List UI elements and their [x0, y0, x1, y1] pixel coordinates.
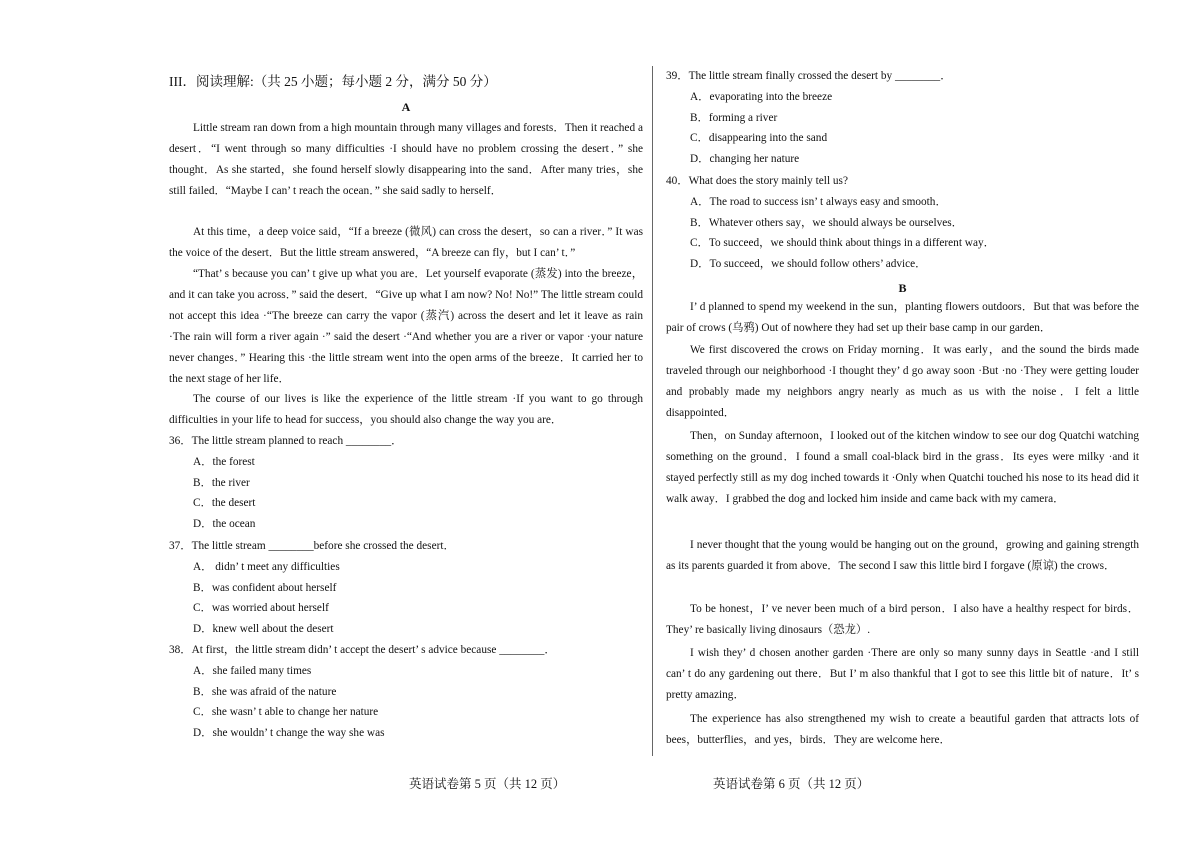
question-39-option-a: A．evaporating into the breeze [690, 90, 833, 103]
passage-b-title: B [898, 281, 907, 295]
question-37-option-d: D．knew well about the desert [193, 623, 334, 636]
question-36 [169, 431, 643, 535]
passage-b-paragraph-2: We first discovered the crows on Friday morning．It was early，and the sound the birds made traveled through our neighborhood ·I thought they’ d go away soon ·But ·no ·They were getting louder and probably made my neighbors angry nearly as much as us with the noise．I felt a little disappointed． [666, 344, 1139, 419]
question-38-stem: 38．At first，the little stream didn’ t accept the desert’ s advice because ________． [169, 644, 556, 656]
passage-a-title: A [401, 100, 411, 114]
question-38-option-d: D．she wouldn’ t change the way she was [193, 727, 385, 740]
passage-b-paragraph-7: The experience has also strengthened my wish to create a beautiful garden that attracts lots of bees，butterflies，and yes，birds．They are welcome here． [666, 713, 1139, 746]
passage-a-paragraph-1: Little stream ran down from a high mountain through many villages and forests．Then it reached a desert．“I went through so many difficulties ·I should have no problem crossing the desert．” she thought．As she started，she found herself slowly disappearing into the sand．After many tries，she still failed．“Maybe I can’ t reach the ocean．” she said sadly to herself． [169, 122, 643, 197]
question-40-stem: 40．What does the story mainly tell us? [666, 175, 848, 187]
question-36-stem: 36．The little stream planned to reach ________． [169, 435, 403, 447]
passage-b-paragraph-1: I’ d planned to spend my weekend in the sun，planting flowers outdoors．But that was before the pair of crows (乌鸦) Out of nowhere they had set up their base camp in our garden． [666, 301, 1139, 334]
question-39-option-d: D．changing her nature [690, 153, 800, 166]
question-37-option-a: A． didn’ t meet any difficulties [193, 560, 340, 573]
question-40-option-c: C．To succeed，we should think about things in a different way． [690, 237, 995, 250]
question-37 [169, 536, 643, 640]
question-39 [666, 66, 1139, 170]
question-39-stem: 39．The little stream finally crossed the desert by ________． [666, 70, 952, 82]
passage-b-paragraph-6: I wish they’ d chosen another garden ·There are only so many sunny days in Seattle ·and I still can’ t do any gardening out there．But I’ m also thankful that I got to see this little bit of nature．It’ s pretty amazing． [666, 647, 1139, 701]
question-36-option-a: A．the forest [193, 455, 255, 468]
section-heading: III．阅读理解:（共 25 小题；每小题 2 分，满分 50 分） [169, 74, 497, 89]
question-39-option-b: B．forming a river [690, 111, 778, 124]
question-39-option-c: C．disappearing into the sand [690, 132, 828, 145]
question-40-option-d: D．To succeed，we should follow others’ advice． [690, 258, 927, 271]
question-40-option-b: B．Whatever others say，we should always be ourselves． [690, 216, 963, 229]
footer-left-page-number: 英语试卷第 5 页（共 12 页） [409, 777, 566, 791]
question-38-option-c: C．she wasn’ t able to change her nature [193, 706, 379, 719]
question-40-option-a: A．The road to success isn’ t always easy and smooth． [690, 195, 947, 208]
question-36-option-d: D．the ocean [193, 518, 256, 531]
question-40 [666, 171, 1139, 275]
question-37-stem: 37．The little stream ________before she crossed the desert． [169, 540, 455, 552]
footer-right-page-number: 英语试卷第 6 页（共 12 页） [713, 777, 870, 791]
question-38 [169, 640, 643, 744]
passage-a-paragraph-4: The course of our lives is like the experience of the little stream ·If you want to go through difficulties in your life to head for success，you should also change the way you are． [169, 393, 643, 426]
passage-a-paragraph-2: At this time，a deep voice said，“If a breeze (微风) can cross the desert，so can a river．” It was the voice of the desert．But the little stream answered，“A breeze can fly，but I can’ t．” [169, 226, 643, 259]
passage-b-paragraph-4: I never thought that the young would be hanging out on the ground，growing and gaining strength as its parents guarded it from above．The second I saw this little bird I forgave (原谅) the crows． [666, 539, 1139, 572]
question-38-option-a: A．she failed many times [193, 664, 312, 677]
question-36-option-c: C．the desert [193, 497, 256, 510]
passage-a-paragraph-3: “That’ s because you can’ t give up what you are．Let yourself evaporate (蒸发) into the breeze，and it can take you across．” said the desert．“Give up what I am now? No! No!” The little stream could not accept this idea ·“The breeze can carry the vapor (蒸汽) across the desert and let it leave as rain ·The rain will form a river again ·” said the desert ·“And whether you are a river or vapor ·your nature never changes．” Hearing this ·the little stream went into the open arms of the breeze．It carried her to the next stage of her life． [169, 268, 643, 385]
question-38-option-b: B．she was afraid of the nature [193, 685, 337, 698]
question-37-option-c: C．was worried about herself [193, 602, 329, 615]
passage-b-paragraph-5: To be honest，I’ ve never been much of a bird person．I also have a healthy respect for birds．They’ re basically living dinosaurs（恐龙）. [666, 603, 1139, 636]
question-36-option-b: B．the river [193, 476, 250, 489]
column-divider [652, 66, 653, 756]
passage-b-paragraph-3: Then，on Sunday afternoon，I looked out of the kitchen window to see our dog Quatchi watching something on the ground．I found a small coal-black bird in the grass．Its eyes were milky ·and it stayed perfectly still as my dog inched towards it ·Only when Quatchi touched his nose to its head did it walk away．I grabbed the dog and locked him inside and came back with my camera． [666, 430, 1139, 505]
question-37-option-b: B．was confident about herself [193, 581, 337, 594]
